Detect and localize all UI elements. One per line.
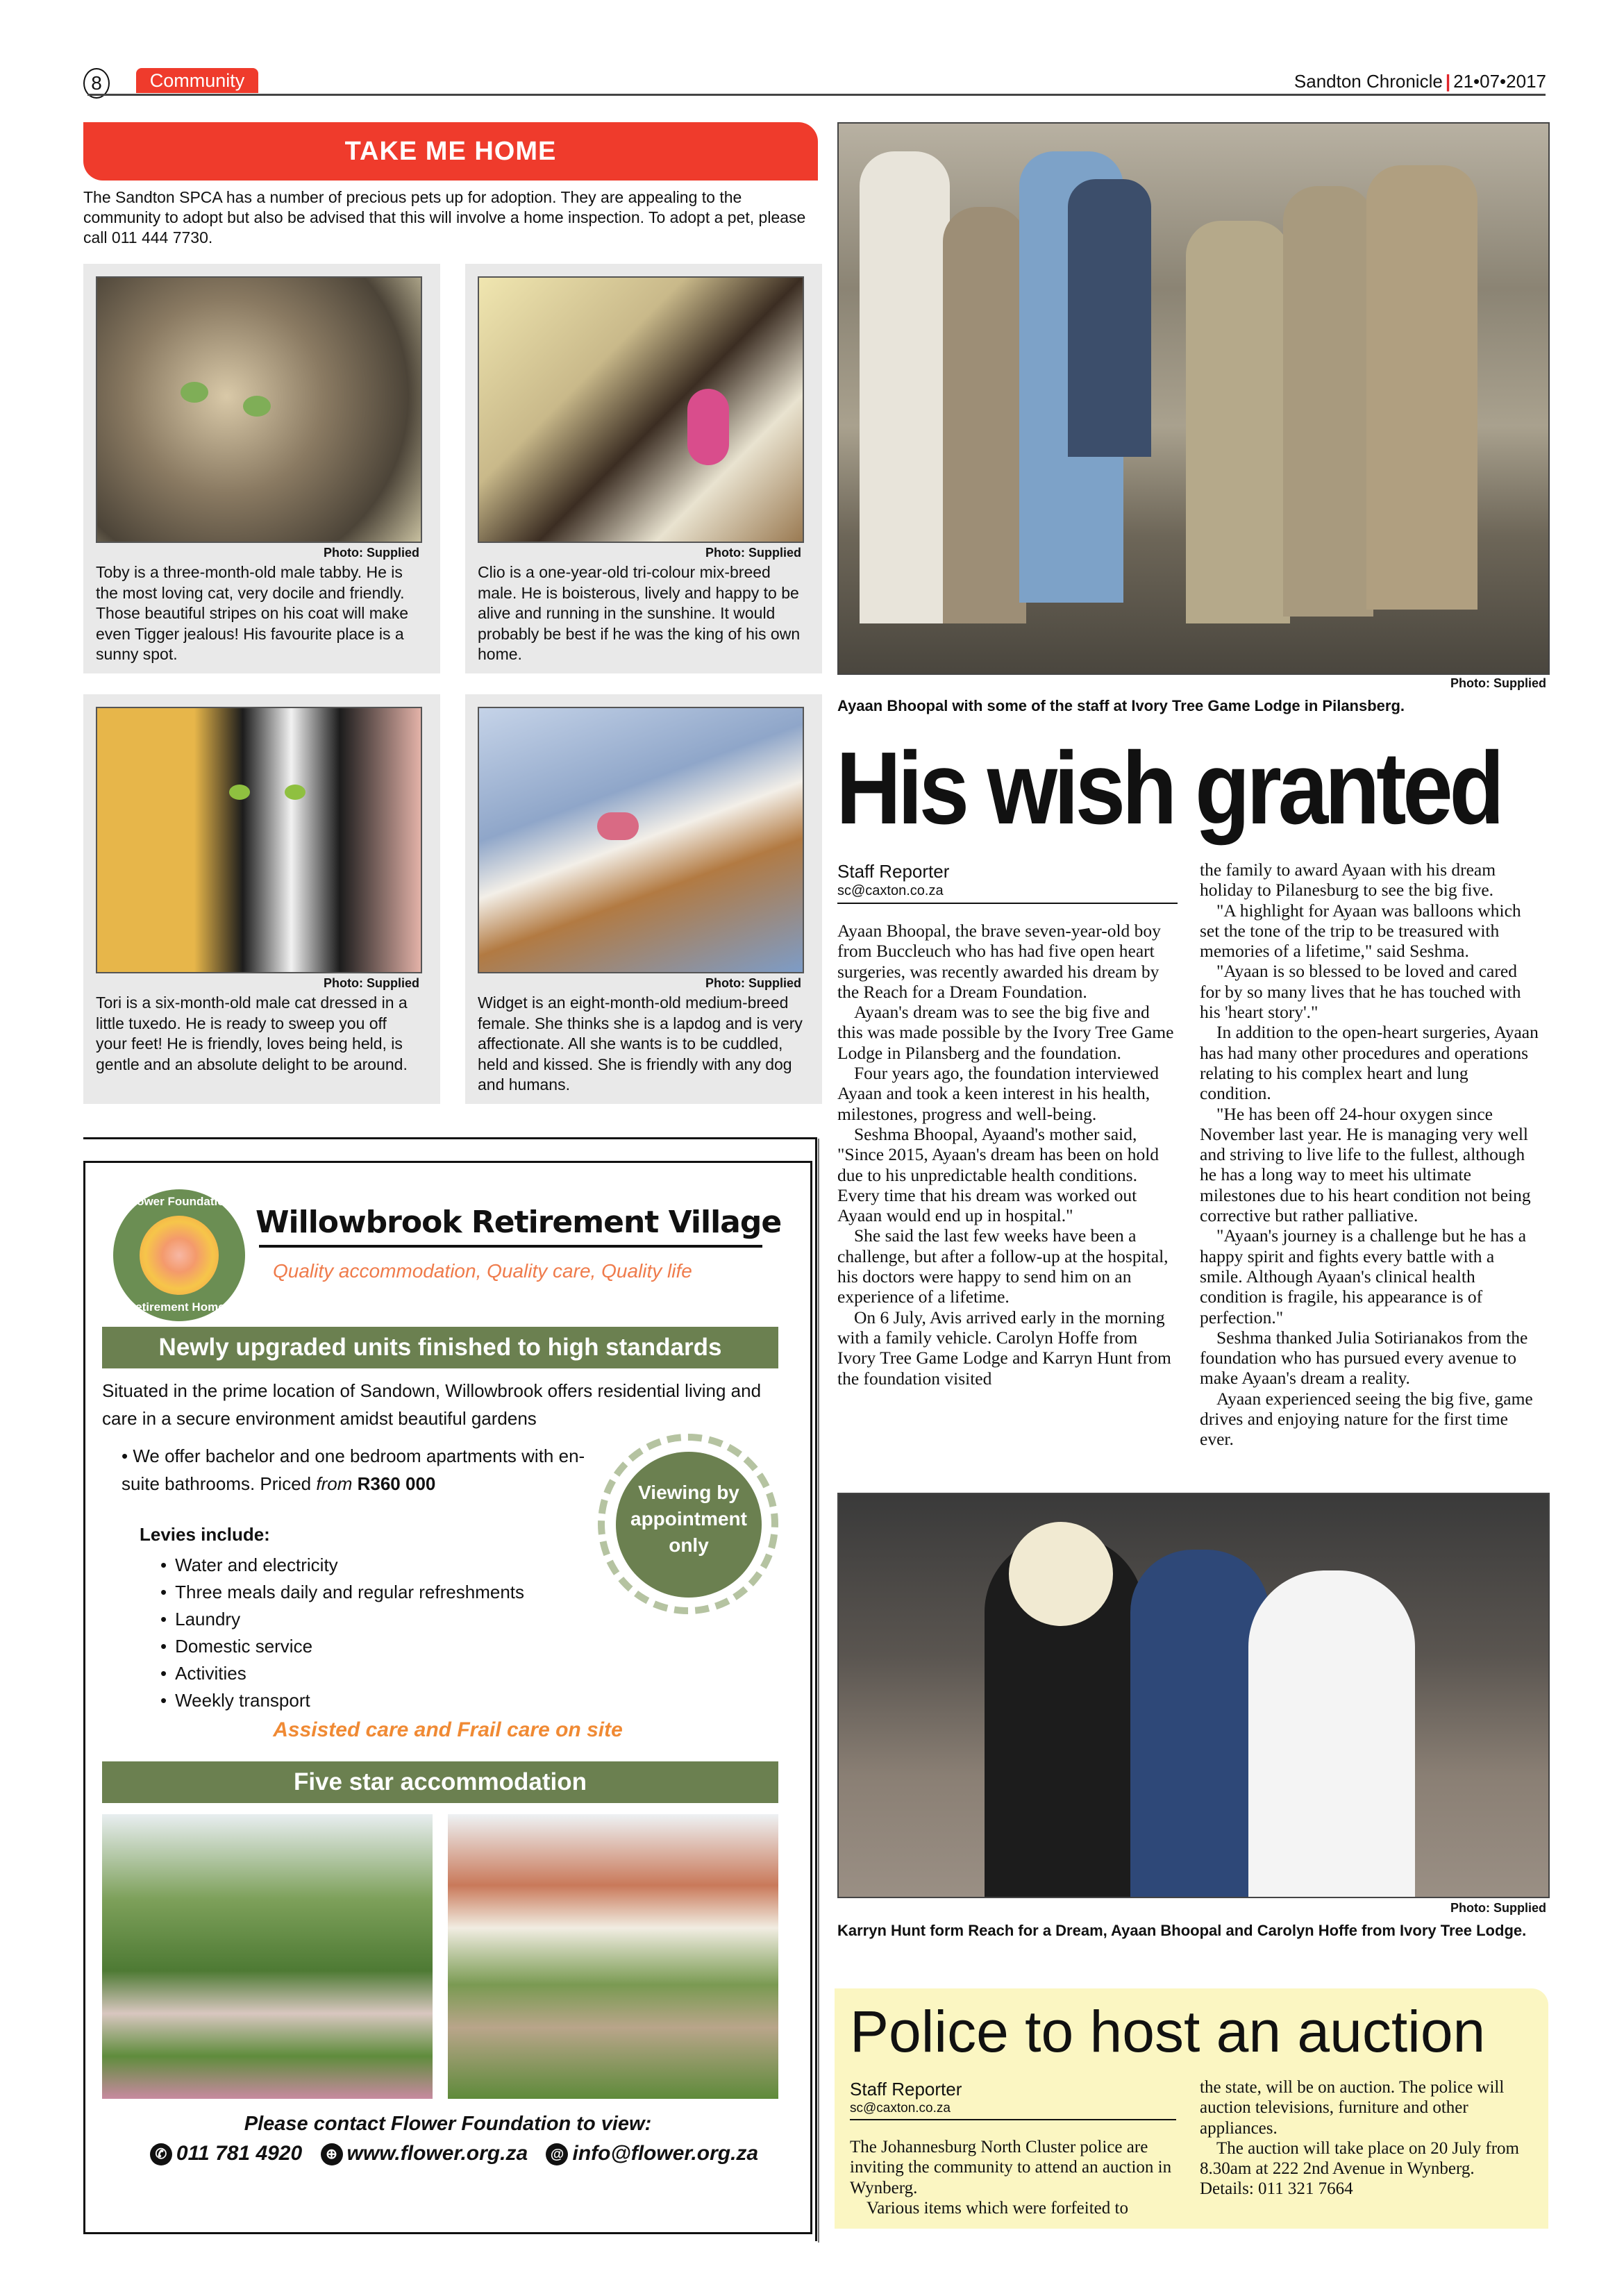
photo-credit: Photo: Supplied bbox=[705, 546, 801, 560]
ad-offer bbox=[122, 1442, 608, 1498]
byline-email[interactable]: sc@caxton.co.za bbox=[850, 2101, 951, 2115]
ad-title: Willowbrook Retirement Village bbox=[256, 1205, 782, 1240]
offer-price: R360 000 bbox=[357, 1473, 436, 1494]
ad-title-rule bbox=[259, 1245, 762, 1248]
paragraph: The Johannesburg North Cluster police are inviting the community to attend an auction in Wynberg. bbox=[850, 2138, 1172, 2197]
tuxedo-cat-photo bbox=[96, 707, 422, 973]
article-headline: His wish granted bbox=[836, 731, 1501, 846]
paragraph: Various items which were forfeited to bbox=[867, 2198, 1128, 2218]
contact-email[interactable]: info@flower.org.za bbox=[572, 2142, 759, 2165]
ad-tagline: Quality accommodation, Quality care, Quality life bbox=[273, 1260, 692, 1282]
paragraph: "He has been off 24-hour oxygen since November last year. He is managing very well and striving to live life to the fullest, although he has a long way to meet his ultimate milestones due to his heart condition not being corrective but rather palliative. bbox=[1200, 1103, 1531, 1226]
levy-item: • Three meals daily and regular refreshments bbox=[160, 1579, 524, 1606]
byline: Staff Reporter bbox=[850, 2079, 962, 2100]
police-column-2 bbox=[1200, 2077, 1533, 2199]
police-auction-article bbox=[835, 1988, 1548, 2229]
assisted-care-note: Assisted care and Frail care on site bbox=[273, 1718, 623, 1741]
ad-frame-top bbox=[83, 1137, 817, 1139]
byline-email[interactable]: sc@caxton.co.za bbox=[837, 883, 944, 898]
phone-icon: ✆ bbox=[150, 2143, 172, 2165]
flower-foundation-logo bbox=[113, 1189, 245, 1321]
photo-credit: Photo: Supplied bbox=[1450, 676, 1546, 690]
ad-banner-five-star: Five star accommodation bbox=[102, 1761, 778, 1803]
paragraph: She said the last few weeks have been a challenge, but after a follow-up at the hospital, his doctors were happy to send him on an experience of a lifetime. bbox=[837, 1225, 1169, 1307]
photo-credit: Photo: Supplied bbox=[324, 546, 419, 560]
page-number: 8 bbox=[83, 68, 110, 99]
article-column-1 bbox=[837, 921, 1179, 1389]
paper-name: Sandton Chronicle bbox=[1294, 71, 1443, 92]
pet-description: Tori is a six-month-old male cat dressed in a little tuxedo. He is ready to sweep you off your feet! He is friendly, loves being held, is gentle and an absolute delight to be around. bbox=[96, 994, 408, 1073]
byline-rule bbox=[837, 903, 1178, 904]
garden-photo-2 bbox=[448, 1814, 778, 2099]
contact-phone[interactable]: 011 781 4920 bbox=[176, 2142, 303, 2165]
column-divider bbox=[818, 1139, 819, 2243]
photo-caption: Karryn Hunt form Reach for a Dream, Ayaan Bhoopal and Carolyn Hoffe from Ivory Tree Lodge. bbox=[837, 1922, 1527, 1939]
take-me-home-banner: TAKE ME HOME bbox=[83, 122, 818, 181]
byline-rule bbox=[850, 2119, 1176, 2120]
bullet: • bbox=[122, 1446, 133, 1466]
globe-icon: ⊕ bbox=[321, 2143, 343, 2165]
photo-credit: Photo: Supplied bbox=[324, 976, 419, 990]
levy-item: • Weekly transport bbox=[160, 1687, 524, 1714]
viewing-badge: Viewing by appointment only bbox=[616, 1452, 762, 1598]
pet-description: Widget is an eight-month-old medium-breed female. She thinks she is a lapdog and is very affectionate. All she wants is to be cuddled, held and kissed. She is friendly with any dog and humans. bbox=[478, 994, 803, 1093]
header-rule bbox=[87, 94, 1546, 96]
paragraph: Details: 011 321 7664 bbox=[1200, 2179, 1353, 2199]
laurel-wreath-icon bbox=[598, 1434, 778, 1614]
ad-description: Situated in the prime location of Sandown, Willowbrook offers residential living and care in a secure environment amidst beautiful gardens bbox=[102, 1380, 762, 1429]
photo-caption: Ayaan Bhoopal with some of the staff at Ivory Tree Game Lodge in Pilansberg. bbox=[837, 697, 1405, 714]
contact-title: Please contact Flower Foundation to view: bbox=[244, 2113, 652, 2135]
paragraph: Ayaan Bhoopal, the brave seven-year-old boy from Buccleuch who has had five open heart surgeries, was recently awarded his dream by the Reach for a Dream Foundation. bbox=[837, 921, 1161, 1002]
paragraph: "Ayaan's journey is a challenge but he has a happy spirit and fights every battle with a smile. Although Ayaan's clinical health condition is fragile, his appearance is of perfection." bbox=[1200, 1225, 1527, 1327]
medium-breed-dog-photo bbox=[478, 707, 804, 973]
lodge-staff-photo bbox=[837, 122, 1550, 675]
levy-item: • Laundry bbox=[160, 1606, 524, 1633]
paragraph: Four years ago, the foundation interviewed Ayaan and took a keen interest in his health, milestones, progress and well-being. bbox=[837, 1063, 1160, 1124]
article-column-2 bbox=[1200, 860, 1541, 1450]
paragraph: Ayaan experienced seeing the big five, game drives and enjoying nature for the first time ever. bbox=[1200, 1388, 1533, 1450]
paragraph: the family to award Ayaan with his dream holiday to Pilanesburg to see the big five. bbox=[1200, 860, 1496, 900]
tabby-cat-photo bbox=[96, 276, 422, 543]
paragraph: Seshma thanked Julia Sotirianakos from the foundation who has pursued every avenue to make Ayaan's dream a reality. bbox=[1200, 1327, 1528, 1389]
foundation-photo bbox=[837, 1493, 1550, 1898]
section-tab[interactable]: Community bbox=[136, 68, 258, 93]
logo-text-bottom: Retirement Homes bbox=[126, 1300, 232, 1314]
contact-row bbox=[113, 2142, 782, 2165]
police-headline: Police to host an auction bbox=[850, 1999, 1486, 2064]
paragraph: The auction will take place on 20 July from 8.30am at 222 2nd Avenue in Wynberg. bbox=[1200, 2138, 1519, 2179]
paragraph: On 6 July, Avis arrived early in the morning with a family vehicle. Carolyn Hoffe from Ivory Tree Game Lodge and Karryn Hunt from the foundation visited bbox=[837, 1307, 1171, 1389]
pet-card-toby bbox=[83, 264, 440, 673]
take-me-home-intro: The Sandton SPCA has a number of precious pets up for adoption. They are appealing to the community to adopt but also be advised that this will involve a home inspection. To adopt a pet, please call 011 444 7730. bbox=[83, 188, 806, 246]
pet-description: Toby is a three-month-old male tabby. He is the most loving cat, very docile and friendly. Those beautiful stripes on his coat will make even Tigger jealous! His favourite place is a sunny spot. bbox=[96, 563, 408, 663]
paragraph: "Ayaan is so blessed to be loved and cared for by so many lives that he has touched with his 'heart story'." bbox=[1200, 961, 1521, 1023]
levy-item: • Activities bbox=[160, 1660, 524, 1687]
willowbrook-ad bbox=[83, 1161, 812, 2234]
pet-card-tori bbox=[83, 694, 440, 1104]
pet-card-widget bbox=[465, 694, 822, 1104]
flower-icon bbox=[140, 1216, 219, 1295]
logo-text-top: Flower Foundation bbox=[126, 1195, 233, 1208]
ad-frame-right bbox=[815, 1137, 817, 2241]
byline: Staff Reporter bbox=[837, 861, 950, 882]
masthead bbox=[1294, 71, 1546, 92]
paragraph: the state, will be on auction. The police will auction televisions, furniture and other appliances. bbox=[1200, 2078, 1505, 2138]
offer-from: from bbox=[316, 1473, 353, 1494]
pet-card-clio bbox=[465, 264, 822, 673]
paragraph: Seshma Bhoopal, Ayaand's mother said, "Since 2015, Ayaan's dream has been on hold due to his unpredictable health conditions. Every time that his dream was worked out Ayaan would end up in hospital." bbox=[837, 1123, 1160, 1226]
levy-item: • Water and electricity bbox=[160, 1552, 524, 1579]
levies-list bbox=[140, 1552, 524, 1714]
garden-photo-1 bbox=[102, 1814, 433, 2099]
offer-text: We offer bachelor and one bedroom apartments with en-suite bathrooms. Priced bbox=[122, 1446, 585, 1494]
at-icon: @ bbox=[546, 2143, 568, 2165]
tricolour-dog-photo bbox=[478, 276, 804, 543]
police-column-1 bbox=[850, 2137, 1183, 2218]
paragraph: "A highlight for Ayaan was balloons which set the tone of the trip to be treasured with memories of a lifetime," said Seshma. bbox=[1200, 900, 1521, 962]
pet-description: Clio is a one-year-old tri-colour mix-breed male. He is boisterous, lively and happy to be alive and running in the sunshine. It would probably be best if he was the king of his own home. bbox=[478, 563, 801, 663]
paragraph: In addition to the open-heart surgeries, Ayaan has had many other procedures and operations relating to his complex heart and lung condition. bbox=[1200, 1022, 1539, 1104]
paragraph: Ayaan's dream was to see the big five and this was made possible by the Ivory Tree Game Lodge in Pilansberg and the foundation. bbox=[837, 1002, 1174, 1063]
separator: | bbox=[1445, 71, 1451, 92]
photo-credit: Photo: Supplied bbox=[705, 976, 801, 990]
contact-website[interactable]: www.flower.org.za bbox=[346, 2142, 528, 2165]
photo-credit: Photo: Supplied bbox=[1450, 1901, 1546, 1915]
levy-item: • Domestic service bbox=[160, 1633, 524, 1660]
ad-banner-upgraded: Newly upgraded units finished to high standards bbox=[102, 1327, 778, 1368]
issue-date: 21•07•2017 bbox=[1453, 71, 1546, 92]
levies-title: Levies include: bbox=[140, 1524, 270, 1545]
